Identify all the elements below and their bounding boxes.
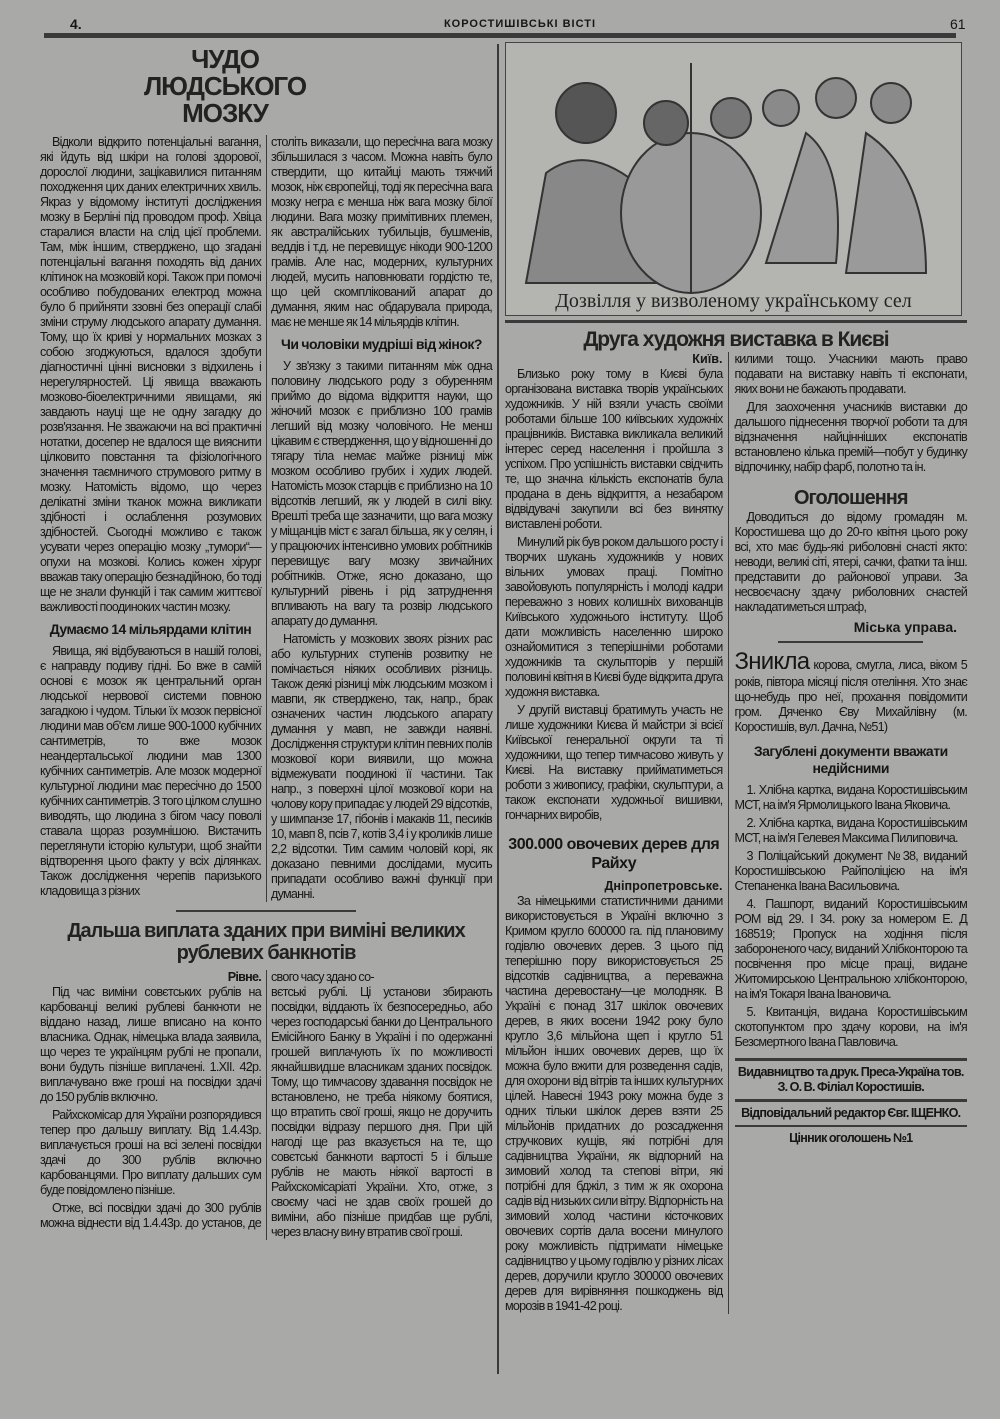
column-divider (497, 44, 499, 1374)
ornament-divider (176, 910, 356, 912)
article-title-payout: Дальша виплата зданих при виміні великих рублевих банкнотів (67, 920, 465, 964)
lost-documents-title: Загублені документи вважати недійсними (753, 743, 948, 776)
article-title-brain: ЧУДО ЛЮДСЬКОГО МОЗКУ (143, 44, 307, 128)
article-title-trees: 300.000 овочевих дерев для Райху (508, 836, 720, 872)
paragraph: Минулий рік був роком дальшого росту і творчих шукань художників у нових вільних умовах праці. Помітно завойовують популярність і молоді кадри переважно з нових колишніх вихованців Київського художнього інституту. Щоб дати можливість населенню широко ознайомитися з теперішніми роботами художників та скульпторів у першій половині квітня в Києві буде відкрита друга художня виставка. (505, 535, 723, 699)
dateline: Київ. (692, 352, 723, 366)
cow-notice-headword: Зникла (734, 648, 810, 675)
column-3 (505, 352, 729, 1314)
page-number-right: 61 (950, 16, 966, 32)
lost-documents-list (735, 783, 967, 1050)
paragraph: Під час виміни совєтських рублів на карбованці великі рублеві банкноти не віддано назад, лише вписано на конто власника. Однак, німецька влада заявила, що через те українцям рублі не пропали, вони будуть пізніше виплачені. 1.XII. 42р. виплачувано вже гроші на посвідки здачі до 150 рублів включно. (40, 985, 261, 1104)
left-half (40, 46, 492, 1240)
ad-tariff: Цінник оголошень №1 (789, 1131, 913, 1145)
cow-notice-text: корова, смугла, лиса, віком 5 років, півтора місяці після отеління. Хто знає що-небудь про неї, прохання повідомити гром. Дяченко Єву Михайлівну (м. Коростишів, вул. Дачна, №51) (734, 658, 968, 734)
paragraph: вєтські рублі. Ці установи збирають посвідки, віддають їх безпосередньо, або через господарські банки до Центрального Емісійного Банку в Україні і по одержанні грошей виплачують їх по можливості якнайшвидше власникам зданих посвідок. Тому, що тимчасову здавання посвідок не встановлено, не треба ніякому боятися, що втратить свої гроші, якщо не доручить посвідки відразу першого дня. При цій нагоді ще раз вказується на те, що совєтські банкноти вартості 5 і більше рублів не мають ніякої вартості в Райхскомісаріаті України. Хто, отже, з своєму часі не здав своїх грошей до виміни, або пізніше придбав ще рублі, через власну вину втратив свої гроші. (271, 985, 492, 1239)
right-columns (505, 352, 967, 1314)
paragraph: У зв'язку з такими питанням між одна половину людського роду з обуренням приймо до відома відкриття науки, що жіночий мозок є приблизно 100 грамів легший від мозку чоловічого. Не менш цікавим є ствердження, що у відношенні до тягару тіла немає майже різниці між мозком особливо грубих і худих людей. Натомість мозок старців є приблизно на 10 відсотків легший, як у людей в силі віку. Врешті треба ще зазначити, що вага мозку у міщанців міст є загал більша, як у селян, і у працюючих інтенсивно умових робітників перевищує вагу мозку звичайних робітників. Отже, ясно доказано, що культурний рівень і рід затруднення впливають на вагу та розвір людського апарату до думання. (271, 359, 492, 628)
paragraph: Явища, які відбуваються в нашій голові, є направду подиву гідні. Бо вже в самій основі є мозок як центральний орган людської нервової системи повною загадкою і чудом. Тільки їх мозок первісної людини мав об'єм лише 900-1000 кубічних сантиметрів, то вже мозок неандертальської людини мав 1300 кубічних сантиметрів. Але мозок модерної культурної людини має пересічно до 1500 кубічних сантиметрів. З того цілком слушно виводять, що людина з бігом часу поволі ставала щораз розумнішою. Вистачить переглянути історію культури, щоб знайти відтворення цього факту у всіх ділянках. Також дослідження черепів паризького кладовища з різних (40, 644, 261, 898)
rule (735, 1125, 967, 1127)
list-item: 4. Пашпорт, виданий Коростишівським РОМ від 29. І 34. року за номером Е. Д 168519; Пропуск на ходіння після забороненого часу, виданий Хлібконторою та посвічення про місце праці, видане Житомирською Центральною хлібконторою, на ім'я Токаря Івана Івановича. (734, 897, 967, 1001)
brain-subheading-1: Думаємо 14 мільярдами клітин (49, 621, 252, 637)
list-item: 5. Квитанція, видана Коростишівським скотопунктом про здачу корови, на ім'я Безсмертного Івана Павловича. (734, 1005, 967, 1049)
photo-musicians (505, 42, 962, 316)
masthead-title: КОРОСТИШІВСЬКІ ВІСТІ (443, 18, 597, 30)
cow-notice (735, 649, 967, 735)
list-item: 3 Поліцайський документ №38, виданий Коростишівською Райполіцією на ім'я Степаненка Івана Васильовича. (734, 849, 967, 893)
list-item: 2. Хлібна картка, видана Коростишівським МСТ, на ім'я Гелевея Максима Пилиповича. (734, 816, 967, 845)
paragraph: Отже, всі посвідки здачі до 300 рублів можна віднести від 1.4.43р. до установ, де свого часу здано со- (40, 970, 374, 1230)
right-half (505, 42, 967, 1314)
paragraph: килими тощо. Учасники мають право подавати на виставку навіть ті експонати, яких вони не бажають продавати. (734, 352, 967, 396)
brain-subheading-2: Чи чоловіки мудріші від жінок? (281, 336, 482, 352)
paragraph: Райхскомісар для України розпорядився тепер про дальшу виплату. Від 1.4.43р. виплачується гроші на всі зелені посвідки здачі до 300 рублів включно карбованцями. Про виплату дальших сум буде повідомлено пізніше. (40, 1108, 261, 1197)
illustration-bandura-players (506, 43, 961, 315)
brain-article-body (40, 135, 492, 902)
photo-caption: Дозвілля у визволеному українському сел (555, 290, 912, 312)
paragraph: Доводиться до відому громадян м. Коростишева що до 20-го квітня цього року всі, хто має будь-які риболовні снасті якто: неводи, великі сіті, ятері, сачки, фатки та інш. представити до районової управи. За несвоєчасну здачу риболовних снастей накладатиметься штраф, (734, 510, 967, 614)
dateline: Дніпропетровське. (604, 879, 723, 893)
editor-imprint: Відповідальний редактор Євг. ІЩЕНКО. (741, 1106, 961, 1120)
notice-title: Оголошення (793, 487, 908, 509)
paragraph: У другій виставці братимуть участь не лише художники Києва й майстри зі всієї Київської генеральної округи та ті художники, що тепер тимчасово живуть у Києві. На виставку прийматиметься роботи з живопису, графіки, скульптури, а також експонати художньої вишивки, гончарних виробів, (505, 703, 723, 822)
list-item: 1. Хлібна картка, видана Коростишівським МСТ, на ім'я Ярмолицького Івана Яковича. (734, 783, 967, 812)
page-number-left: 4. (70, 16, 82, 32)
article-title-exhibition: Друга художня виставка в Києві (583, 328, 889, 351)
column-4 (735, 352, 967, 1314)
paragraph: століть виказали, що пересічна вага мозку збільшилася з часом. Можна навіть було ствердити, що китайці мають тяжчий мозок, ніж європейці, тоді як пересічна вага мозку негра є менша ніж вага мозку білої людини. Вага мозку примітивних племен, як австралійських тубильців, бушменів, веддів і т.д. не перевищує нікоди 900-1200 грамів. Але нас, модерних, культурних людей, мусить наповнювати гордістю те, що цей скомплікований апарат до думання, яким нас обдарувала природа, має не менше як 14 мільярдів клітин. (271, 135, 492, 329)
rule (735, 1099, 967, 1102)
dateline: Рівне. (227, 970, 261, 984)
paragraph: Натомість у мозкових звоях різних рас або культурних ступенів розвитку не помічається ніяких особливих різниць. Також деякі різниці між людським мозком і мавпи, як стверджено, так, напр., брак означених частин людського апарату думання у мавп, не завжди наявні. Дослідження структури клітин певних полів мозкової кори виявили, що можна відмежувати поодинокі її частини. Так напр., з поверхні цілої мозкової кори на чолову кору припадає у людей 29 відсотків, у шимпанзе 17, гібонів і макаків 11, песиків 10, мавп 8, псів 7, котів 3,4 і у кроликів лише 2,2 відсотки. Тим самим чоловій корі, як доказано певними дослідами, мусить припадати особливо важні функції при думанні. (271, 632, 492, 901)
paragraph: Відколи відкрито потенціальні вагання, які йдуть від шкіри на голові здорової, дорослої людини, зацікавилися питанням походження цих даних електричних хвиль. Якраз у відомому інституті досліджения мозку в Берліні під проводом проф. Хвіца старалися власти на слід цієї проблеми. Там, між іншим, стверджено, що згадані потенціальні вагання походять від даних клітинок на мозковій корі. Також при помочі особливо побудованих електрод можна було б прийняти ззовні без операції слабі зміни струму людського апарату думання. Тому, що їх криві у нормальних мозках з собою згоджуються, вдалося здобути діагностичні цінні висновки з відхилень і нерегулярностей. Ці явища вважають мозково-біоелектричними явищами, які завдають науці ще не одну загадку до розв'язання. Не зважаючи на всі практичні нотатки, досепер не вдалося ще вияснити цілковито повстання та фізіологічного значення таємничого струмового ритму в мозку. Натомість відомо, що через делікатні зміни тканок можна викликати здібності і ослаблення розумових здібностей. Сьогодні можливо є також усувати через операцію мозку „тумори“—опухи на мозкові. Колись кожен хірург вважав таку операцію безнадійною, бо тоді ще не знали функцій і так самим життєвої важливості поодиноких частин мозку. (40, 135, 261, 614)
paragraph: Близько року тому в Києві була організована виставка творів українських художників. У ній взяли участь своїми роботами більше 100 київських художніх працівників. Виставка викликала великий інтерес серед населення і пройшла з успіхом. Про успішність виставки свідчить те, що значна кількість експонатів була продана в день відкриття, а незабаром відвідувачі закупили всі без винятку виставлені роботи. (505, 367, 723, 531)
paragraph: Для заохочення учасників виставки до дальшого піднесення творчої роботи та для відзначення найцінніших експонатів встановлено кілька премій—побут у будинку відпочинку, набір фарб, полотно та ін. (734, 400, 967, 474)
paragraph: За німецькими статистичними даними використовується в Україні включно з Кримом круглo 600000 га. під плановиму годівлю овочевих дерев. З цього під теперішню пору використовується 25 відсотків садівництва, а переважна частина деревостану—це молодняк. В Україні є понад 317 шкілок овочевих дерев, в яких восени 1942 року було кругло 3,6 мільйона щеп і кругло 51 мільйон інших овочевих дерев, що їх можна було вжити для розведення садів, для охорони від вітрів та інших культурних цілей. Навесні 1943 року можна буде з одних тільки шкілок дерев взяти 25 мільйонів придатних до розсадження стручкових кущів, які потрібні для садівництва України, як відпорний на зимовий холод та степові вітри, які потрібні для бджіл, з тим ж як охорона садів від низьких сили вітру. Відпорність на зимовий холод частини кісточкових овочевих сортів дала восени минулого року можливість підтримати німецьке садівництво у цьому годівлю у різних ліcах дерев, доручили кругло 300000 овочевих дерев для вирівняння пошкоджень від морозів в 1941-42 році. (505, 894, 723, 1313)
publisher-imprint: Видавництво та друк. Преса-Україна тов. З. О. В. Філіал Коростишів. (737, 1065, 964, 1094)
rule (735, 1058, 967, 1061)
notice-signature: Міська управа. (853, 619, 957, 635)
rule (505, 320, 967, 323)
header-rule (44, 33, 956, 38)
payout-article-body (40, 970, 492, 1240)
ornament-divider (778, 641, 923, 643)
